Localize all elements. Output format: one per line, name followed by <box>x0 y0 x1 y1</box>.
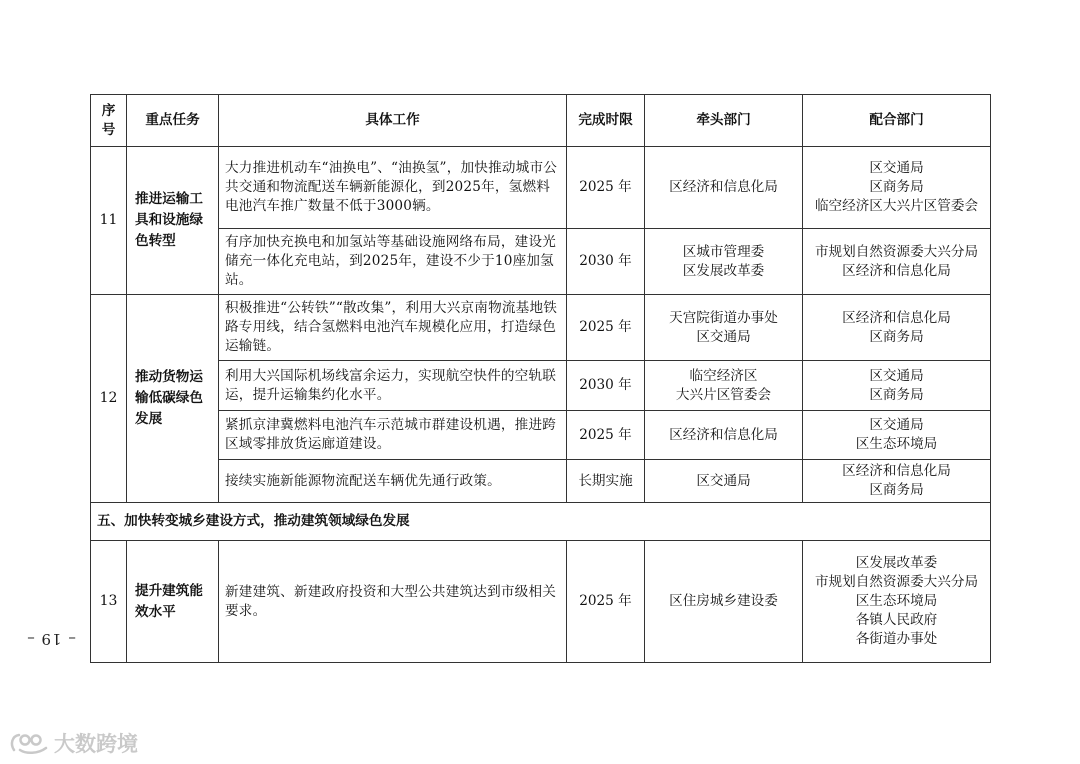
lead-dept: 临空经济区 大兴片区管委会 <box>645 361 803 411</box>
lead-dept: 区交通局 <box>645 460 803 503</box>
work-text: 新建建筑、新建政府投资和大型公共建筑达到市级相关要求。 <box>219 541 567 663</box>
work-text: 利用大兴国际机场线富余运力，实现航空快件的空轨联运，提升运输集约化水平。 <box>219 361 567 411</box>
deadline: 2025 年 <box>567 295 645 361</box>
task-name: 推动货物运输低碳绿色发展 <box>127 295 219 503</box>
header-partners: 配合部门 <box>803 95 991 147</box>
lead-dept: 区经济和信息化局 <box>645 147 803 229</box>
task-name: 提升建筑能效水平 <box>127 541 219 663</box>
partner-depts: 区交通局 区生态环境局 <box>803 411 991 460</box>
row-number: 13 <box>91 541 127 663</box>
deadline: 2025 年 <box>567 147 645 229</box>
table-row <box>91 361 991 411</box>
deadline: 2025 年 <box>567 541 645 663</box>
section-row <box>91 503 991 541</box>
task-name: 推进运输工具和设施绿色转型 <box>127 147 219 295</box>
header-lead: 牵头部门 <box>645 95 803 147</box>
deadline: 2025 年 <box>567 411 645 460</box>
partner-depts: 区经济和信息化局 区商务局 <box>803 295 991 361</box>
page-number: – 19 – <box>26 629 76 648</box>
work-text: 积极推进“公转铁”“散改集”，利用大兴京南物流基地铁路专用线，结合氢燃料电池汽车规模化应用，打造绿色运输链。 <box>219 295 567 361</box>
partner-depts: 区发展改革委 市规划自然资源委大兴分局 区生态环境局 各镇人民政府 各街道办事处 <box>803 541 991 663</box>
work-text: 有序加快充换电和加氢站等基础设施网络布局，建设光储充一体化充电站，到2025年，建设不少于10座加氢站。 <box>219 229 567 295</box>
table-row <box>91 460 991 503</box>
watermark-logo-icon <box>8 730 50 756</box>
deadline: 2030 年 <box>567 361 645 411</box>
partner-depts: 区交通局 区商务局 <box>803 361 991 411</box>
deadline: 2030 年 <box>567 229 645 295</box>
row-number: 12 <box>91 295 127 503</box>
work-text: 大力推进机动车“油换电”、“油换氢”，加快推动城市公共交通和物流配送车辆新能源化，到2025年，氢燃料电池汽车推广数量不低于3000辆。 <box>219 147 567 229</box>
header-task: 重点任务 <box>127 95 219 147</box>
partner-depts: 区交通局 区商务局 临空经济区大兴片区管委会 <box>803 147 991 229</box>
table-row <box>91 411 991 460</box>
header-deadline: 完成时限 <box>567 95 645 147</box>
table-row <box>91 295 991 361</box>
watermark <box>8 728 138 758</box>
section-title: 五、加快转变城乡建设方式，推动建筑领域绿色发展 <box>91 503 991 541</box>
work-text: 紧抓京津冀燃料电池汽车示范城市群建设机遇，推进跨区域零排放货运廊道建设。 <box>219 411 567 460</box>
task-table <box>90 94 991 663</box>
table-header-row <box>91 95 991 147</box>
table-row <box>91 229 991 295</box>
partner-depts: 市规划自然资源委大兴分局 区经济和信息化局 <box>803 229 991 295</box>
header-work: 具体工作 <box>219 95 567 147</box>
partner-depts: 区经济和信息化局 区商务局 <box>803 460 991 503</box>
row-number: 11 <box>91 147 127 295</box>
deadline: 长期实施 <box>567 460 645 503</box>
lead-dept: 区城市管理委 区发展改革委 <box>645 229 803 295</box>
work-text: 接续实施新能源物流配送车辆优先通行政策。 <box>219 460 567 503</box>
table-row <box>91 147 991 229</box>
lead-dept: 区经济和信息化局 <box>645 411 803 460</box>
table-row <box>91 541 991 663</box>
lead-dept: 区住房城乡建设委 <box>645 541 803 663</box>
watermark-text: 大数跨境 <box>54 732 138 756</box>
lead-dept: 天宫院街道办事处 区交通局 <box>645 295 803 361</box>
header-no: 序 号 <box>91 95 127 147</box>
